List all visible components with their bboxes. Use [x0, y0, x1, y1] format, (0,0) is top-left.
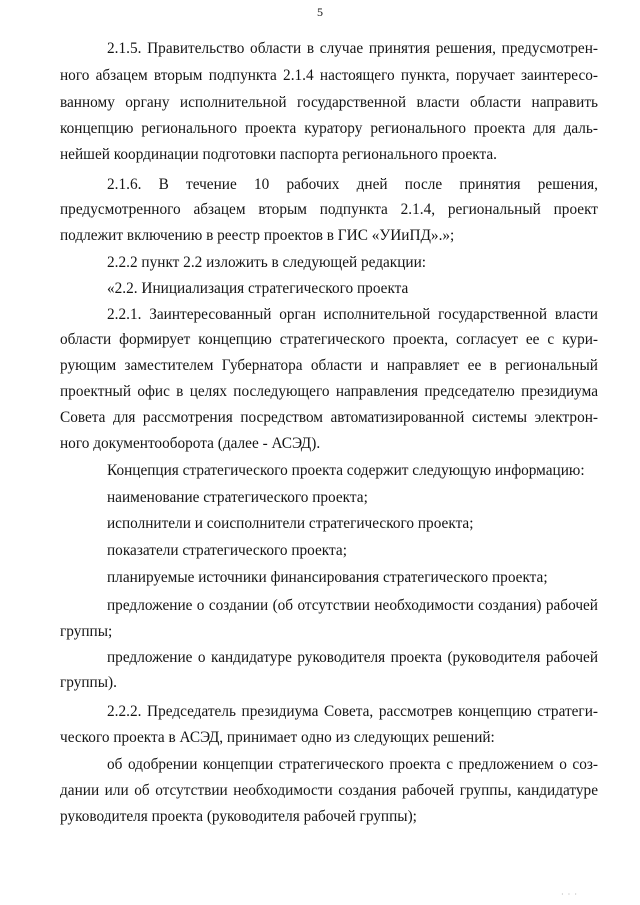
text-line: об одобрении концепции стратегического проекта с предложением о соз- — [107, 756, 598, 773]
scan-mark: · · · — [561, 890, 578, 899]
text-line: предусмотренного абзацем вторым подпункта 2.1.4, региональный проект — [60, 201, 598, 218]
text-line: проектный офис в целях последующего направления председателю президиума — [60, 383, 598, 400]
text-line: предложение о кандидатуре руководителя проекта (руководителя рабочей — [107, 649, 598, 666]
text-line: 2.1.6. В течение 10 рабочих дней после принятия решения, — [107, 176, 598, 193]
text-line: дании или об отсутствии необходимости создания рабочей группы, кандидатуре — [60, 782, 598, 799]
text-line: ного документооборота (далее - АСЭД). — [60, 435, 321, 452]
text-line: предложение о создании (об отсутствии необходимости создания) рабочей — [107, 597, 598, 614]
text-line: группы). — [60, 674, 117, 691]
text-line: «2.2. Инициализация стратегического проекта — [107, 280, 409, 297]
text-line: области формирует концепцию стратегического проекта, согласует ее с кури- — [60, 331, 598, 348]
text-line: подлежит включению в реестр проектов в ГИС «УИиПД».»; — [60, 227, 455, 244]
text-line: показатели стратегического проекта; — [107, 542, 347, 559]
text-line: наименование стратегического проекта; — [107, 489, 368, 506]
text-line: руководителя проекта (руководителя рабочей группы); — [60, 808, 417, 825]
text-line: 2.2.1. Заинтересованный орган исполнительной государственной власти — [107, 306, 598, 323]
text-line: планируемые источники финансирования стратегического проекта; — [107, 569, 548, 586]
page-number: 5 — [317, 5, 323, 19]
text-line: рующим заместителем Губернатора области и направляет ее в региональный — [60, 357, 598, 374]
text-line: ческого проекта в АСЭД, принимает одно из следующих решений: — [60, 729, 495, 746]
text-line: 2.2.2 пункт 2.2 изложить в следующей редакции: — [107, 254, 427, 271]
text-line: Концепция стратегического проекта содержит следующую информацию: — [107, 462, 585, 479]
text-line: 2.2.2. Председатель президиума Совета, рассмотрев концепцию стратеги- — [107, 703, 598, 720]
text-line: концепцию регионального проекта куратору регионального проекта для даль- — [60, 120, 598, 137]
text-line: ванному органу исполнительной государственной власти области направить — [60, 94, 598, 111]
text-line: группы; — [60, 623, 113, 640]
text-line: нейшей координации подготовки паспорта регионального проекта. — [60, 146, 497, 163]
text-line: ного абзацем вторым подпункта 2.1.4 настоящего пункта, поручает заинтересо- — [60, 67, 598, 84]
text-line: 2.1.5. Правительство области в случае принятия решения, предусмотрен- — [107, 40, 598, 57]
text-line: Совета для рассмотрения посредством автоматизированной системы электрон- — [60, 409, 598, 426]
text-line: исполнители и соисполнители стратегического проекта; — [107, 515, 474, 532]
